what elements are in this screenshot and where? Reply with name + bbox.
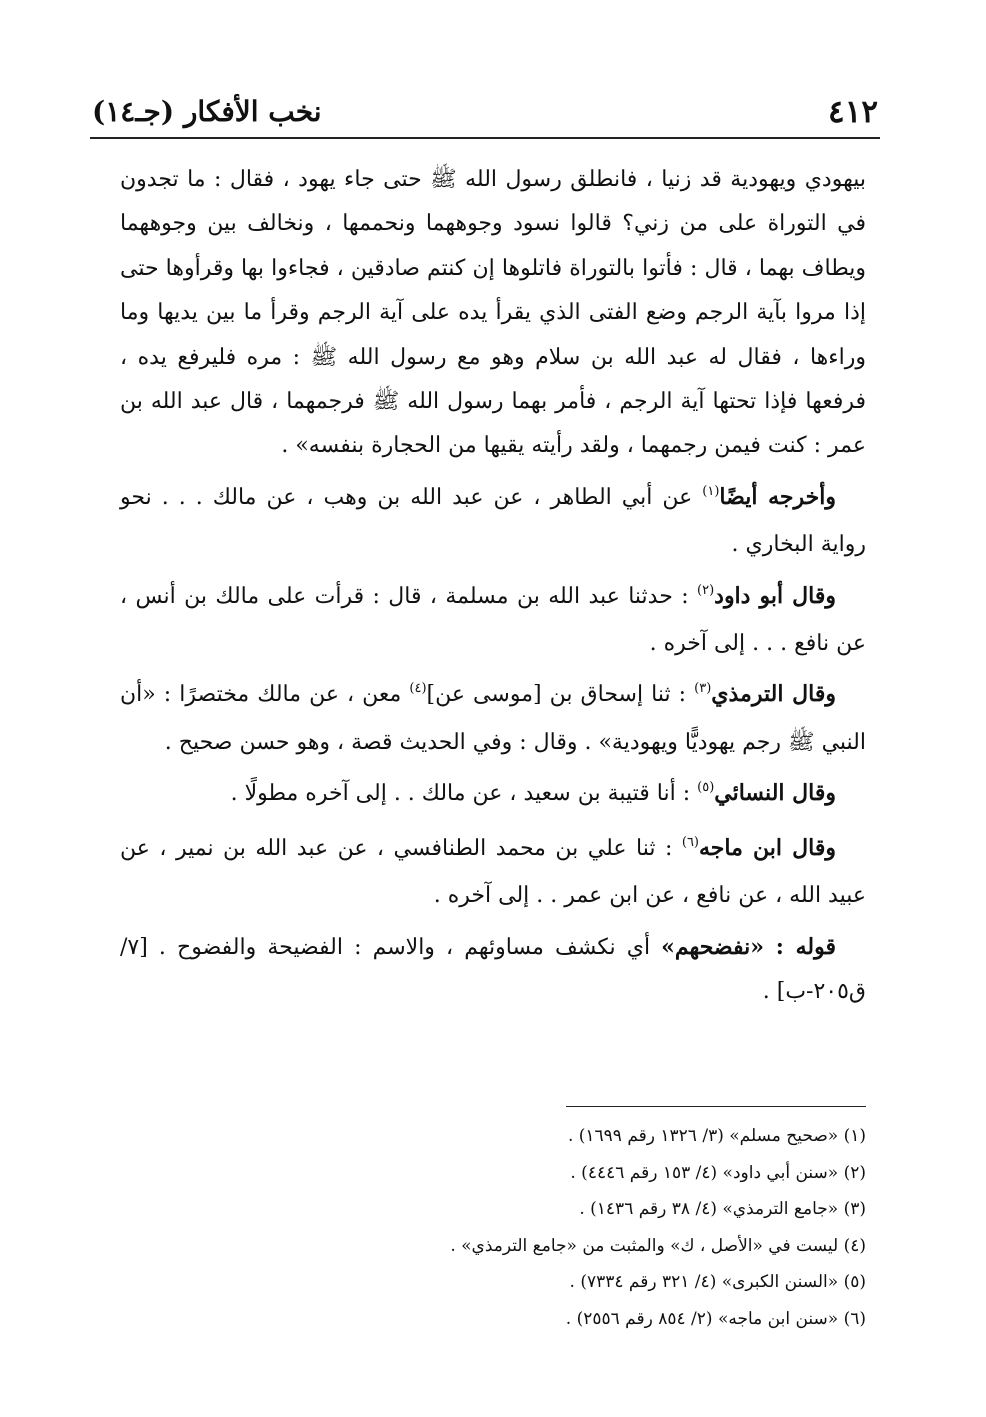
footnote-ref-5: (٥) xyxy=(697,780,715,796)
paragraph-3 xyxy=(120,574,866,667)
footnote-ref-6: (٦) xyxy=(681,834,699,850)
footnote-rule xyxy=(566,1106,866,1107)
paragraph-5-lead: وقال النسائي xyxy=(714,780,836,807)
paragraph-6 xyxy=(120,826,866,919)
footnote-3: (٣) «جامع الترمذي» (٤/ ٣٨ رقم ١٤٣٦) . xyxy=(579,1199,866,1219)
paragraph-4-lead: وقال الترمذي xyxy=(711,681,836,708)
footnote-6: (٦) «سنن ابن ماجه» (٢/ ٨٥٤ رقم ٢٥٥٦) . xyxy=(565,1308,866,1329)
paragraph-5 xyxy=(120,771,866,819)
footnote-ref-3: (٣) xyxy=(694,681,712,697)
paragraph-7-text: أي نكشف مساوئهم ، والاسم : الفضيحة والفضوح . [٧/ ق٢٠٥-ب] . xyxy=(120,934,866,1004)
page-number: ٤١٢ xyxy=(828,94,878,130)
footnote-ref-2: (٢) xyxy=(697,582,715,598)
paragraph-7-lead: قوله : «نفضحهم» xyxy=(661,933,836,960)
paragraph-6-text: : ثنا علي بن محمد الطنافسي ، عن عبد الله بن نمير ، عن عبيد الله ، عن نافع ، عن ابن عمر . . إلى آخره . xyxy=(120,835,866,909)
paragraph-7 xyxy=(120,925,866,1015)
main-text xyxy=(120,158,866,1020)
paragraph-2 xyxy=(120,475,866,568)
paragraph-3-text: : حدثنا عبد الله بن مسلمة ، قال : قرأت على مالك بن أنس ، عن نافع . . . إلى آخره . xyxy=(120,583,866,657)
paragraph-3-lead: وقال أبو داود xyxy=(714,582,836,609)
footnote-5: (٥) «السنن الكبرى» (٤/ ٣٢١ رقم ٧٣٣٤) . xyxy=(569,1272,866,1292)
paragraph-6-lead: وقال ابن ماجه xyxy=(699,834,836,861)
footnote-2: (٢) «سنن أبي داود» (٤/ ١٥٣ رقم ٤٤٤٦) . xyxy=(570,1162,866,1183)
paragraph-1: بيهودي ويهودية قد زنيا ، فانطلق رسول الله ﷺ حتى جاء يهود ، فقال : ما تجدون في التوراة على من زني؟ قالوا نسود وجوههما ونحممها ، ونخالف بين وجوههما ويطاف بهما ، قال : فأتوا بالتوراة فاتلوها إن كنتم صادقين ، فجاءوا بها وقرأوها حتى إذا مروا بآية الرجم وضع الفتى الذي يقرأ يده على آية الرجم وقرأ ما بين يديها وما وراءها ، فقال له عبد الله بن سلام وهو مع رسول الله ﷺ : مره فليرفع يده ، فرفعها فإذا تحتها آية الرجم ، فأمر بهما رسول الله ﷺ فرجمهما ، قال عبد الله بن عمر : كنت فيمن رجمهما ، ولقد رأيته يقيها من الحجارة بنفسه» . xyxy=(120,167,866,459)
page-header xyxy=(92,92,878,136)
paragraph-2-lead: وأخرجه أيضًا xyxy=(719,483,836,510)
paragraph-4-text-a: : ثنا إسحاق بن [موسى عن] xyxy=(426,682,695,708)
footnote-1: (١) «صحيح مسلم» (٣/ ١٣٢٦ رقم ١٦٩٩) . xyxy=(567,1126,866,1146)
footnote-4: (٤) ليست في «الأصل ، ك» والمثبت من «جامع الترمذي» . xyxy=(450,1235,866,1256)
running-title: نخب الأفكار (جـ١٤) xyxy=(92,95,322,128)
footnote-ref-1: (١) xyxy=(702,483,720,499)
paragraph-2-text: عن أبي الطاهر ، عن عبد الله بن وهب ، عن مالك . . . نحو رواية البخاري . xyxy=(120,484,866,558)
footnotes xyxy=(120,1118,866,1337)
paragraph-4-text-b: معن ، عن مالك مختصرًا : «أن النبي ﷺ رجم يهوديًّا ويهودية» . وقال : وفي الحديث قصة ، وهو حسن صحيح . xyxy=(120,682,866,755)
footnote-ref-4: (٤) xyxy=(409,681,427,697)
header-rule xyxy=(90,137,880,139)
paragraph-5-text: : أنا قتيبة بن سعيد ، عن مالك . . إلى آخره مطولًا . xyxy=(230,781,698,807)
paragraph-4 xyxy=(120,672,866,765)
